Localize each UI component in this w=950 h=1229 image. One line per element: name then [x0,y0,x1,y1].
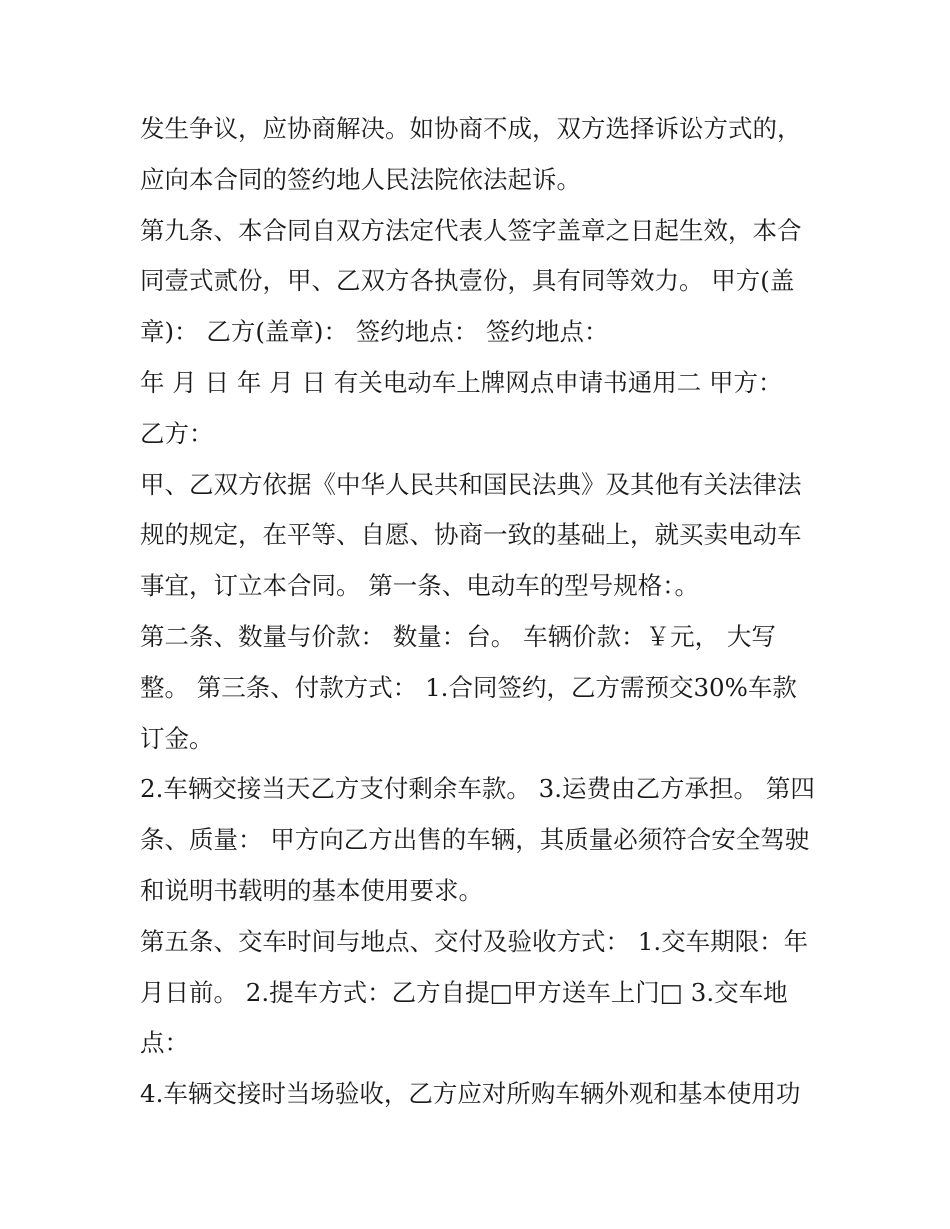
paragraph-article-2-3: 第二条、数量与价款： 数量：台。 车辆价款：￥元， 大写整。 第三条、付款方式： 1.合同签约，乙方需预交30%车款订金。 [140,621,797,753]
paragraph-payment-article-4: 2.车辆交接当天乙方支付剩余车款。 3.运费由乙方承担。 第四条、质量： 甲方向乙方出售的车辆，其质量必须符合安全驾驶和说明书载明的基本使用要求。 [140,774,815,905]
paragraph-article-9: 第九条、本合同自双方法定代表人签字盖章之日起生效，本合同壹式贰份，甲、乙双方各执壹份，具有同等效力。 甲方(盖章)： 乙方(盖章)： 签约地点： 签约地点： [140,215,802,347]
paragraph-article-5: 第五条、交车时间与地点、交付及验收方式： 1.交车期限：年月日前。 2.提车方式：乙方自提□甲方送车上门□ 3.交车地点： [140,926,809,1058]
paragraph-preamble-article-1: 甲、乙双方依据《中华人民共和国民法典》及其他有关法律法规的规定，在平等、自愿、协商一致的基础上，就买卖电动车事宜，订立本合同。 第一条、电动车的型号规格：。 [140,469,802,601]
document-body [140,104,820,1120]
paragraph-dispute-resolution: 发生争议，应协商解决。如协商不成，双方选择诉讼方式的，应向本合同的签约地人民法院依法起诉。 [140,114,802,194]
paragraph-party-b: 乙方： [140,418,214,448]
paragraph-date-and-title: 年 月 日 年 月 日 有关电动车上牌网点申请书通用二 甲方： [140,367,783,397]
paragraph-inspection: 4.车辆交接时当场验收，乙方应对所购车辆外观和基本使用功 [140,1079,801,1109]
